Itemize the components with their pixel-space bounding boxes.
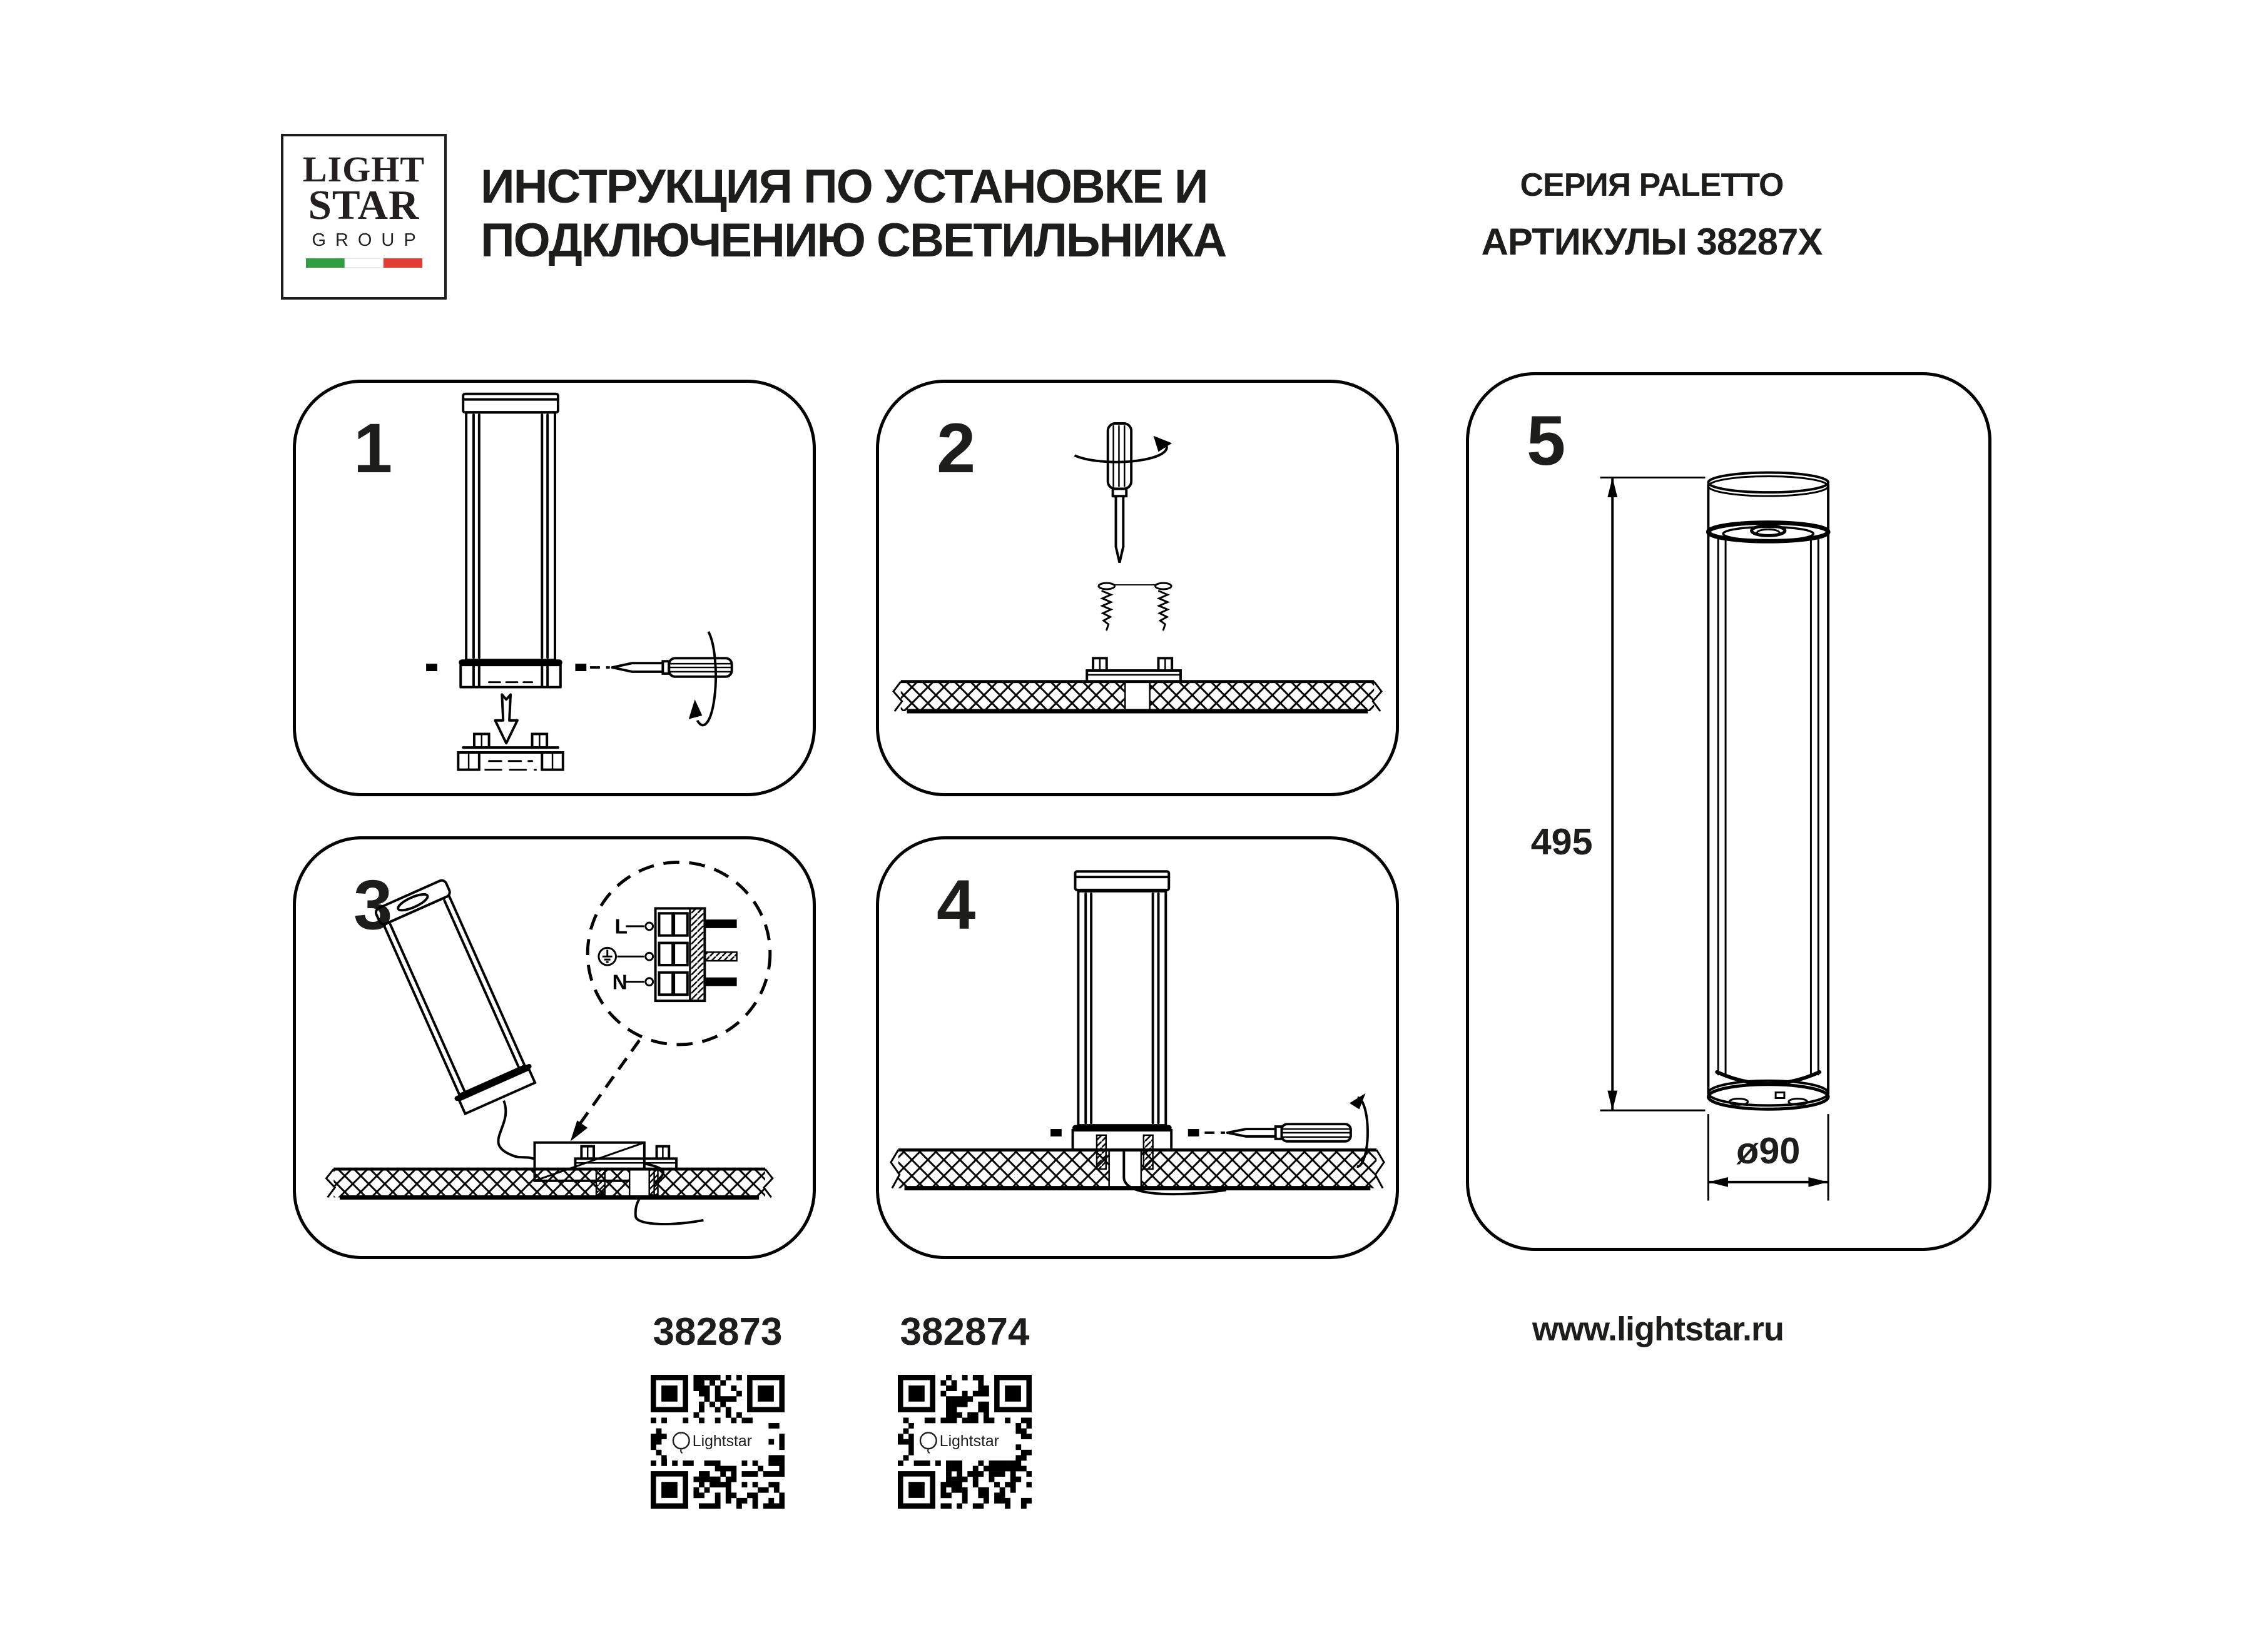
qr-brand-label: Lightstar (692, 1432, 752, 1450)
diameter-dimension (1708, 1114, 1828, 1200)
terminal-live-label: L (614, 915, 628, 939)
panel-step-2 (876, 380, 1399, 796)
step-3-diagram (296, 839, 813, 1256)
qr-code (898, 1375, 1032, 1509)
height-label: 495 (1530, 821, 1593, 863)
title-line-1: ИНСТРУКЦИЯ ПО УСТАНОВКЕ И (481, 160, 1208, 213)
height-dimension (1531, 477, 1706, 1110)
panel-dimensions (1466, 372, 1991, 1251)
step-number: 3 (353, 866, 393, 944)
cable-to-driver (498, 1101, 534, 1160)
ground-hatch (891, 1150, 1384, 1188)
wire-neutral (704, 978, 736, 986)
ground-hatch (893, 682, 1381, 711)
article-code-1: 382873 (653, 1310, 783, 1354)
diameter-label: ø90 (1736, 1130, 1801, 1172)
down-arrow-icon (495, 694, 517, 743)
italian-flag-icon (306, 258, 422, 268)
step-1-diagram (296, 383, 813, 793)
step-number: 1 (353, 409, 393, 487)
screwdriver-icon (1228, 1124, 1351, 1142)
qr-brand-label: Lightstar (939, 1432, 999, 1450)
step-4-diagram (879, 839, 1396, 1256)
panel-step-1 (293, 380, 816, 796)
mounting-plate-drawing (458, 734, 562, 769)
fixture-drawing-tilted (374, 878, 536, 1114)
mounting-plate-drawing (1087, 658, 1181, 681)
step-number: 4 (937, 866, 976, 944)
wire-earth (704, 952, 736, 961)
series-block (1433, 166, 1871, 263)
series-name: СЕРИЯ PALETTO (1520, 167, 1784, 203)
step-2-diagram (879, 383, 1396, 793)
fixture-drawing (1708, 473, 1828, 1110)
page-title (481, 160, 1226, 268)
screws-icon (1099, 583, 1171, 630)
logo-word-group: GROUP (312, 230, 425, 250)
logo-word-star: STAR (308, 182, 420, 228)
qr-code (651, 1375, 785, 1509)
title-line-2: ПОДКЛЮЧЕНИЮ СВЕТИЛЬНИКА (481, 214, 1226, 267)
panel-step-4 (876, 836, 1399, 1259)
screwdriver-icon (1108, 423, 1131, 563)
ground-hatch (326, 1169, 772, 1197)
rotation-arrow-icon (1075, 436, 1172, 462)
website-url: www.lightstar.ru (1532, 1310, 1784, 1348)
wire-live (704, 919, 736, 928)
article-code-2: 382874 (900, 1310, 1030, 1354)
lightstar-logo (281, 134, 447, 300)
screwdriver-icon (613, 658, 732, 677)
detail-pointer-arrow (571, 1040, 639, 1142)
dimensions-diagram (1469, 375, 1988, 1248)
terminal-neutral-label: N (612, 971, 628, 995)
fixture-drawing (460, 394, 561, 687)
step-number: 5 (1527, 402, 1566, 480)
fixture-drawing (1073, 871, 1172, 1150)
rotation-arrow-icon (689, 632, 716, 725)
panel-step-3 (293, 836, 816, 1259)
step-number: 2 (937, 409, 976, 487)
articles-name: АРТИКУЛЫ 38287X (1481, 221, 1823, 263)
logo-word-light: LIGHT (302, 149, 425, 190)
